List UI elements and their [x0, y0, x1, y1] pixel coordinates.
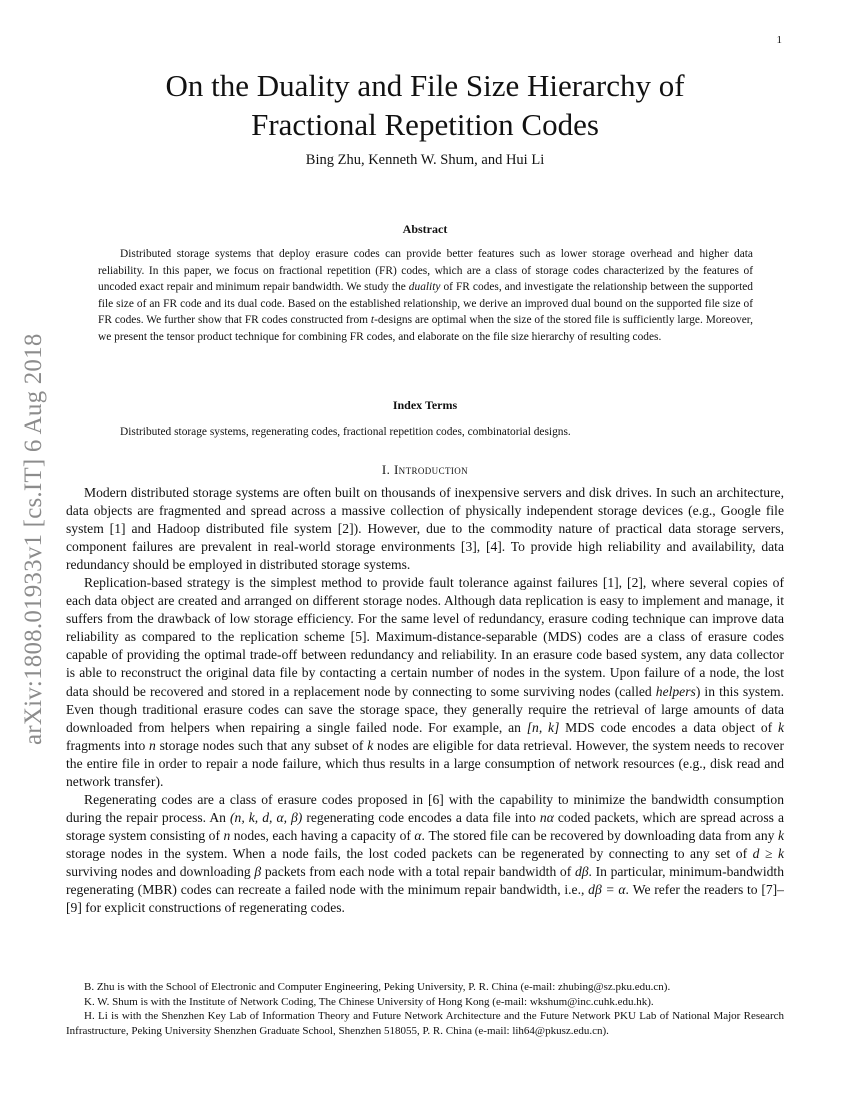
math-inline: [n, k]: [526, 719, 560, 735]
text-run: . The stored file can be recovered by downloading data from any: [421, 827, 778, 843]
math-inline: n: [149, 737, 156, 753]
math-inline: (n, k, d, α, β): [230, 809, 303, 825]
abstract-heading: Abstract: [402, 222, 448, 236]
footnote-1: B. Zhu is with the School of Electronic and Computer Engineering, Peking University, P. R. China (e-mail: zhubing@sz.pku.edu.cn).: [84, 981, 671, 993]
text-run: nodes are eligible for data retrieval. However, the system needs to recover the entire file in order to repair a node failure, which thus results in a large consumption of network resources (e.g., disk read and network transfer).: [66, 737, 784, 789]
math-inline: k: [777, 827, 784, 843]
math-inline: nα: [539, 809, 554, 825]
math-inline: k: [367, 737, 374, 753]
text-run: packets from each node with a total repair bandwidth of: [261, 863, 575, 879]
math-inline: dβ = α: [588, 882, 626, 898]
title-line-2: Fractional Repetition Codes: [251, 107, 599, 142]
text-run: . In particular, minimum-bandwidth regenerating (MBR) codes can recreate a failed node with the minimum repair bandwidth, i.e.,: [66, 863, 784, 898]
title-line-1: On the Duality and File Size Hierarchy of: [165, 68, 685, 103]
math-inline: α: [414, 827, 422, 843]
abstract-part: -designs are optimal when the size of the stored file is sufficiently large. Moreover, we present the tensor product technique for combining FR codes, and elaborate on the file size hierarchy of resulting codes.: [98, 314, 753, 343]
text-run: storage nodes in the system. When a node fails, the lost coded packets can be regenerated by connecting to any set of: [66, 845, 753, 861]
text-run: fragments into: [66, 737, 150, 753]
index-terms: Distributed storage systems, regenerating codes, fractional repetition codes, combinatorial designs.: [120, 426, 571, 438]
body-text: [66, 484, 784, 917]
footnotes: [66, 980, 784, 1038]
text-run: regenerating code encodes a data file into: [302, 809, 540, 825]
math-t: t: [370, 314, 375, 326]
math-inline: k: [777, 719, 784, 735]
text-run: . We refer the readers to [7]–[9] for explicit constructions of regenerating codes.: [66, 882, 784, 916]
section-title: I. Introduction: [381, 462, 469, 477]
authors: Bing Zhu, Kenneth W. Shum, and Hui Li: [305, 152, 545, 168]
footnote-2: K. W. Shum is with the Institute of Network Coding, The Chinese University of Hong Kong (e-mail: wkshum@inc.cuhk.edu.hk).: [84, 995, 654, 1008]
paragraph-3: [66, 791, 784, 917]
abstract-part: Distributed storage systems that deploy erasure codes can provide better features such as lower storage overhead and higher data reliability. In this paper, we focus on fractional repetition (FR) codes, which are a class of storage codes characterized by the features of uncoded exact repair and minimum repair bandwidth. We study the: [98, 248, 753, 293]
paragraph-2: [66, 574, 784, 791]
text-run: surviving nodes and downloading: [66, 863, 255, 879]
text-run: Replication-based strategy is the simplest method to provide fault tolerance against failures [1], [2], where several copies of each data object are created and arranged on different storage nodes. Although data replication is easy to implement and manage, it suffers from the drawback of low storage efficiency. For the same level of redundancy, erasure coding technique can improve data reliability as compared to the replication scheme [5]. Maximum-distance-separable (MDS) codes are a class of erasure codes capable of providing the optimal trade-off between redundancy and reliability. In an erasure code based system, any data collector is able to reconstruct the original data file by contacting a certain number of nodes in the system. Upon failure of a node, the lost data should be recovered and stored in a replacement node by connecting to some surviving nodes (called: [66, 575, 784, 699]
text-run: Regenerating codes are a class of erasure codes proposed in [6] with the capability to minimize the bandwidth consumption during the repair process. An: [66, 791, 784, 825]
footnote-3: H. Li is with the Shenzhen Key Lab of Information Theory and Future Network Architecture and the Future Network PKU Lab of National Major Research Infrastructure, Peking University Shenzhen Graduate School, Shenzhen 518055, P. R. China (e-mail: lih64@pkusz.edu.cn).: [66, 1010, 784, 1037]
index-terms-heading: Index Terms: [392, 398, 458, 412]
math-inline: dβ: [574, 863, 589, 879]
text-run: storage nodes such that any subset of: [155, 737, 368, 753]
text-run: coded packets, which are spread across a storage system consisting of: [66, 809, 784, 843]
math-inline: n: [223, 827, 231, 843]
text-run: ) in this system. Even though traditional erasure codes can save the storage space, they generally require the retrieval of large amounts of data downloaded from helpers when repairing a single failed node. For example, an: [66, 683, 784, 735]
abstract-emphasis: duality: [408, 281, 441, 293]
text-run: MDS code encodes a data object of: [559, 719, 778, 735]
math-inline: d ≥ k: [752, 845, 784, 861]
paper-title: [60, 66, 790, 144]
arxiv-stamp: arXiv:1808.01933v1 [cs.IT] 6 Aug 2018: [20, 333, 47, 745]
paragraph-1: Modern distributed storage systems are often built on thousands of inexpensive servers and disk drives. In such an architecture, data objects are fragmented and spread across a massive collection of physically independent storage devices (e.g., Google file system [1] and Hadoop distributed file system [2]). However, due to the commodity nature of practical data storage servers, component failures are prevalent in real-world storage environments [3], [4]. To provide high reliability and availability, data redundancy should be employed in distributed storage systems.: [66, 485, 784, 573]
abstract-part: of FR codes, and investigate the relationship between the supported file size of an FR code and its dual code. Based on the established relationship, we derive an improved dual bound on the supported file size of FR codes. We further show that FR codes constructed from: [98, 281, 753, 326]
text-run: nodes, each having a capacity of: [230, 827, 415, 843]
abstract-text: [98, 246, 753, 345]
math-inline: β: [254, 863, 262, 879]
section-heading: [60, 462, 790, 478]
text-emphasis: helpers: [655, 683, 696, 699]
page-number: 1: [776, 34, 782, 46]
